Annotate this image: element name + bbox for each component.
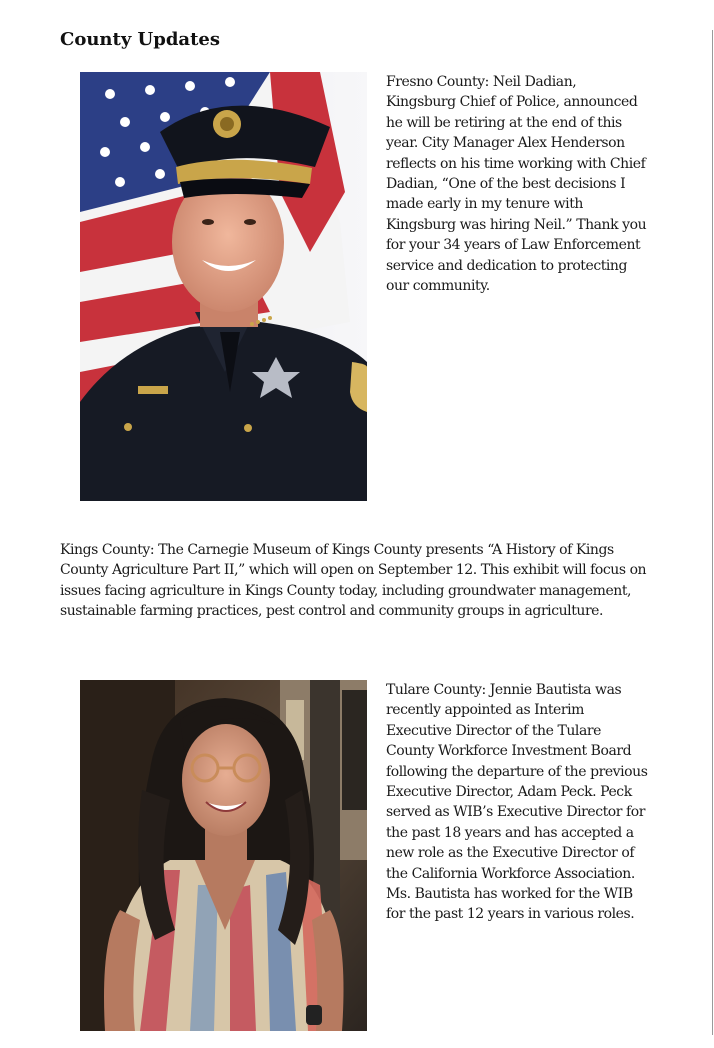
- section-title: County Updates: [60, 29, 220, 50]
- tulare-county-update: Tulare County: Jennie Bautista was recently appointed as Interim Executive Director of the Tulare County Workforce Investment Board following the departure of the previous Executive Director, Adam Peck. Peck served as WIB’s Executive Director for the past 18 years and has accepted a new role as the Executive Director of the California Workforce Association. Ms. Bautista has worked for the WIB for the past 12 years in various roles.: [386, 682, 648, 923]
- page-right-border: [712, 30, 713, 1035]
- jennie-bautista-photo: [80, 680, 367, 1031]
- fresno-county-update: Fresno County: Neil Dadian, Kingsburg Chief of Police, announced he will be retiring at the end of this year. City Manager Alex Henderson reflects on his time working with Chief Dadian, “One of the best decisions I made early in my tenure with Kingsburg was hiring Neil.” Thank you for your 34 years of Law Enforcement service and dedication to protecting our community.: [386, 74, 647, 295]
- kings-county-update: Kings County: The Carnegie Museum of Kings County presents “A History of Kings County Agriculture Part II,” which will open on September 12. This exhibit will focus on issues facing agriculture in Kings County today, including groundwater management, sustainable farming practices, pest control and community groups in agriculture.: [60, 542, 647, 620]
- police-chief-photo: [80, 72, 367, 501]
